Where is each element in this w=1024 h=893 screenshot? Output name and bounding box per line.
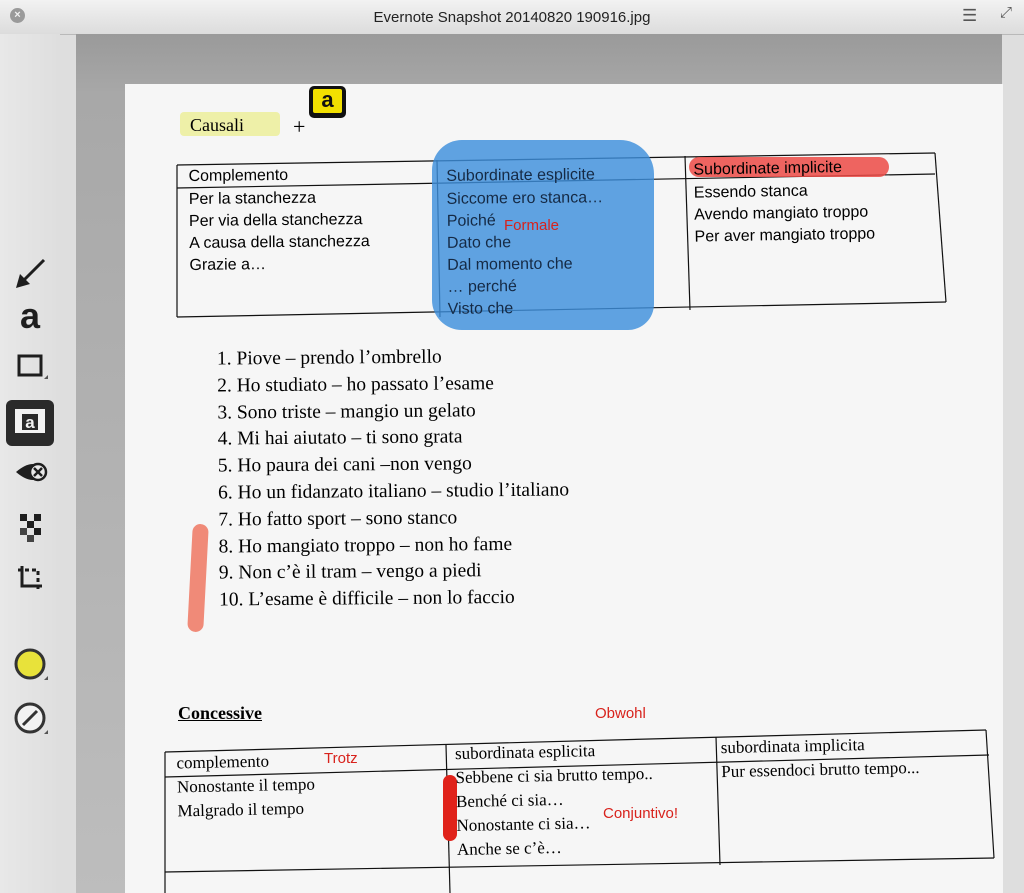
cell: Nonostante il tempo [176,774,316,797]
annotation-trotz: Trotz [324,750,358,767]
line-width-icon [10,698,50,738]
col-header: Subordinate esplicite [446,166,595,185]
crop-tool[interactable] [10,558,50,598]
window-title: Evernote Snapshot 20140820 190916.jpg [373,9,651,26]
concessive-col1 [176,749,315,824]
arrow-tool[interactable] [10,254,50,294]
color-swatch-icon [10,644,50,684]
rectangle-tool[interactable] [10,346,50,386]
list-item: 3. Sono triste – mangio un gelato [217,399,476,424]
close-icon[interactable]: × [10,8,25,23]
col-header: complemento [176,751,270,773]
annotation-conjuntivo: Conjuntivo! [603,805,679,822]
plus-sign: + [293,114,306,139]
pixelate-icon [10,506,50,546]
list-item: 5. Ho paura dei cani –non vengo [217,453,472,477]
list-item: 8. Ho mangiato troppo – non ho fame [218,533,513,558]
col-header: Subordinate implicite [693,158,843,179]
cell: Anche se c’è… [456,837,562,860]
text-tool[interactable] [10,296,50,336]
text-tool-icon: a [19,295,41,336]
rectangle-icon [10,346,50,386]
stamp-icon [10,452,50,492]
expand-icon[interactable]: ⤢ [1000,4,1013,21]
col-header: Complemento [188,166,289,185]
cell: Avendo mangiato troppo [694,203,869,224]
col-header: subordinata implicita [720,735,865,758]
title-bar [0,0,1024,35]
line-width-tool[interactable] [10,698,50,738]
cell: Sebbene ci sia brutto tempo.. [455,763,654,788]
list-item: 1. Piove – prendo l’ombrello [216,346,442,370]
cell: A causa della stanchezza [189,233,370,252]
list-item: 4. Mi hai aiutato – ti sono grata [217,426,463,450]
cell: Per via della stanchezza [188,211,363,230]
arrow-icon [10,254,50,294]
text-stamp-icon[interactable]: a [309,86,346,118]
cell: Dato che [446,234,512,252]
crop-icon [10,558,50,598]
col-header: subordinata esplicita [454,741,596,764]
causali-col2 [446,164,604,321]
exercise-list [217,343,570,614]
causali-heading: Causali [190,115,244,135]
cell: Poiché [446,212,496,230]
callout-icon [6,400,54,446]
cell: Nonostante ci sia… [456,813,591,836]
cell: Malgrado il tempo [177,798,305,821]
annotation-toolbar [0,34,60,893]
cell: Per la stanchezza [188,189,317,208]
menu-icon[interactable]: ☰ [962,6,978,25]
list-item: 7. Ho fatto sport – sono stanco [218,507,458,531]
cell: Dal momento che [447,255,573,274]
pixelate-tool[interactable] [10,506,50,546]
cell: Essendo stanca [693,182,808,202]
cell: Siccome ero stanca… [446,189,604,208]
cell: Visto che [447,300,514,318]
causali-col3 [693,156,875,248]
annotation-obwohl: Obwohl [595,705,646,722]
list-item: 2. Ho studiato – ho passato l’esame [217,372,495,397]
list-item: 10. L’esame è difficile – non lo faccio [218,587,515,611]
color-tool[interactable] [10,644,50,684]
cell: Pur essendoci brutto tempo... [721,757,920,782]
concessive-col3 [721,732,920,784]
callout-tool[interactable] [6,400,54,446]
concessive-heading: Concessive [178,703,262,723]
list-item: 9. Non c’è il tram – vengo a piedi [218,560,482,584]
causali-col1 [188,164,370,277]
cell: Per aver mangiato troppo [694,225,876,246]
cell: Grazie a… [189,256,267,274]
cell: … perché [447,278,517,296]
svg-text:a: a [25,413,35,432]
concessive-col2 [455,738,655,862]
cell: Benché ci sia… [455,789,564,812]
stamp-tool[interactable] [10,452,50,492]
list-item: 6. Ho un fidanzato italiano – studio l’italiano [218,479,570,504]
annotation-formale: Formale [504,217,560,234]
